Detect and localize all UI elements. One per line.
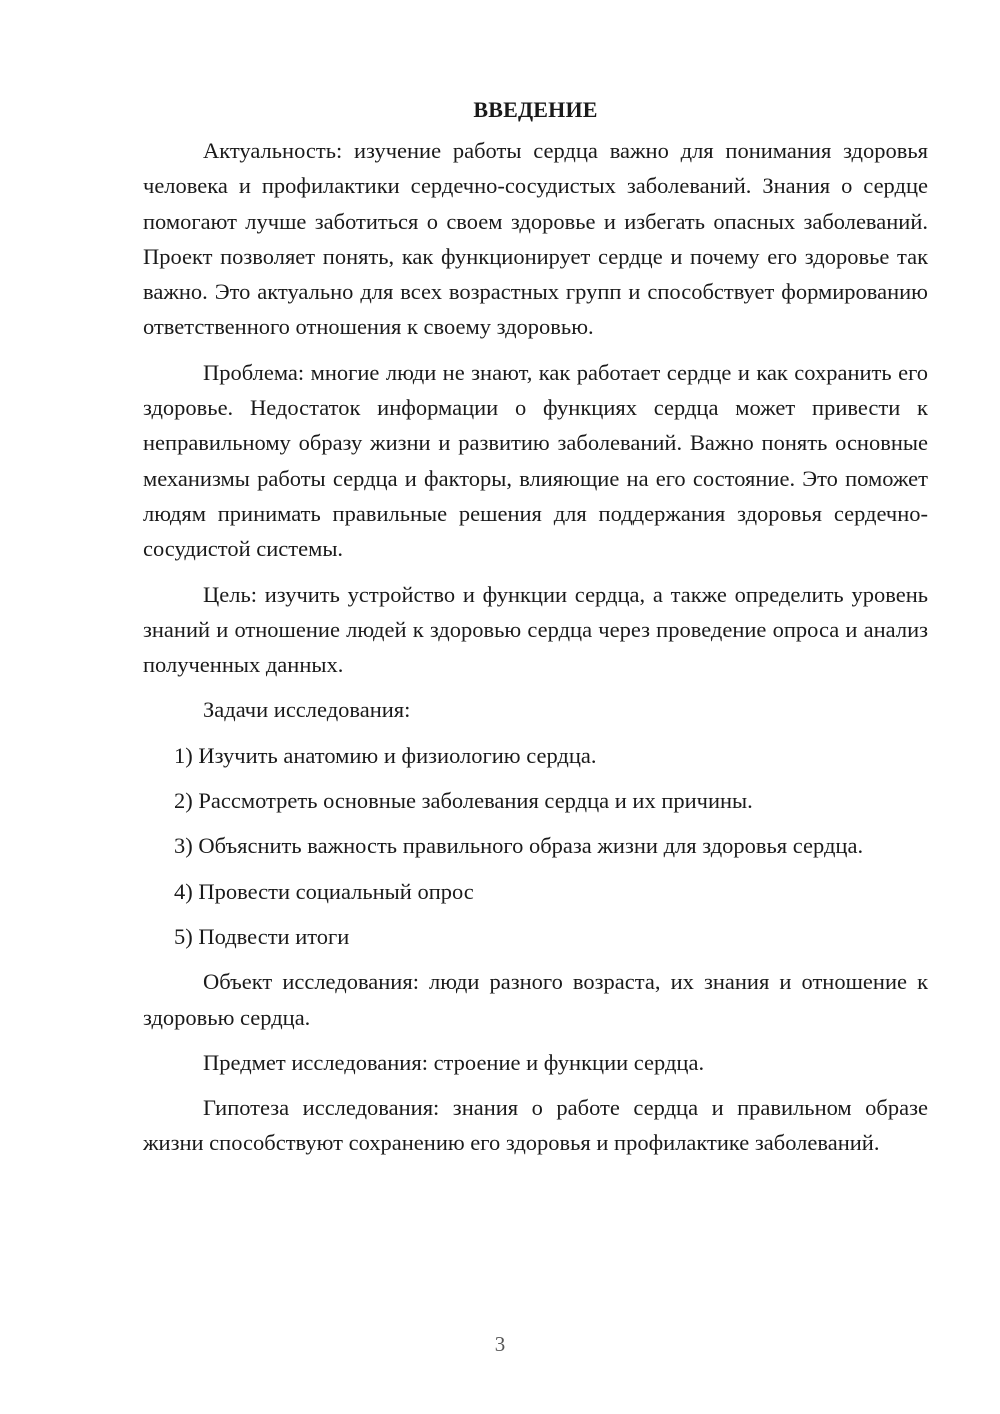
goal-paragraph: Цель: изучить устройство и функции сердца, а также определить уровень знаний и отношение людей к здоровью сердца через проведение опроса и анализ полученных данных. [143, 581, 928, 678]
tasks-heading: Задачи исследования: [203, 697, 411, 723]
problem-paragraph: Проблема: многие люди не знают, как работает сердце и как сохранить его здоровье. Недостаток информации о функциях сердца может привести к неправильному образу жизни и развитию заболеваний. Важно понять основные механизмы работы сердца и факторы, влияющие на его состояние. Это поможет людям принимать правильные решения для поддержания здоровья сердечно-сосудистой системы. [143, 359, 928, 562]
task-item: 4) Провести социальный опрос [174, 878, 474, 904]
document-page [143, 92, 928, 1171]
relevance-paragraph: Актуальность: изучение работы сердца важно для понимания здоровья человека и профилактики сердечно-сосудистых заболеваний. Знания о сердце помогают лучше заботиться о своем здоровье и избегать опасных заболеваний. Проект позволяет понять, как функционирует сердце и почему его здоровье так важно. Это актуально для всех возрастных групп и способствует формированию ответственного отношения к своему здоровью. [143, 138, 928, 340]
hypothesis-paragraph: Гипотеза исследования: знания о работе сердца и правильном образе жизни способствуют сохранению его здоровья и профилактике заболеваний. [143, 1095, 928, 1156]
page-number: 3 [494, 1332, 506, 1356]
task-item: 3) Объяснить важность правильного образа жизни для здоровья сердца. [174, 833, 864, 859]
tasks-list [143, 738, 928, 954]
subject-paragraph: Предмет исследования: строение и функции сердца. [203, 1049, 705, 1075]
page-title: ВВЕДЕНИЕ [473, 97, 598, 122]
task-item: 5) Подвести итоги [174, 923, 350, 949]
task-item: 1) Изучить анатомию и физиологию сердца. [174, 742, 597, 768]
object-paragraph: Объект исследования: люди разного возраста, их знания и отношение к здоровью сердца. [143, 969, 928, 1030]
task-item: 2) Рассмотреть основные заболевания сердца и их причины. [174, 788, 753, 814]
